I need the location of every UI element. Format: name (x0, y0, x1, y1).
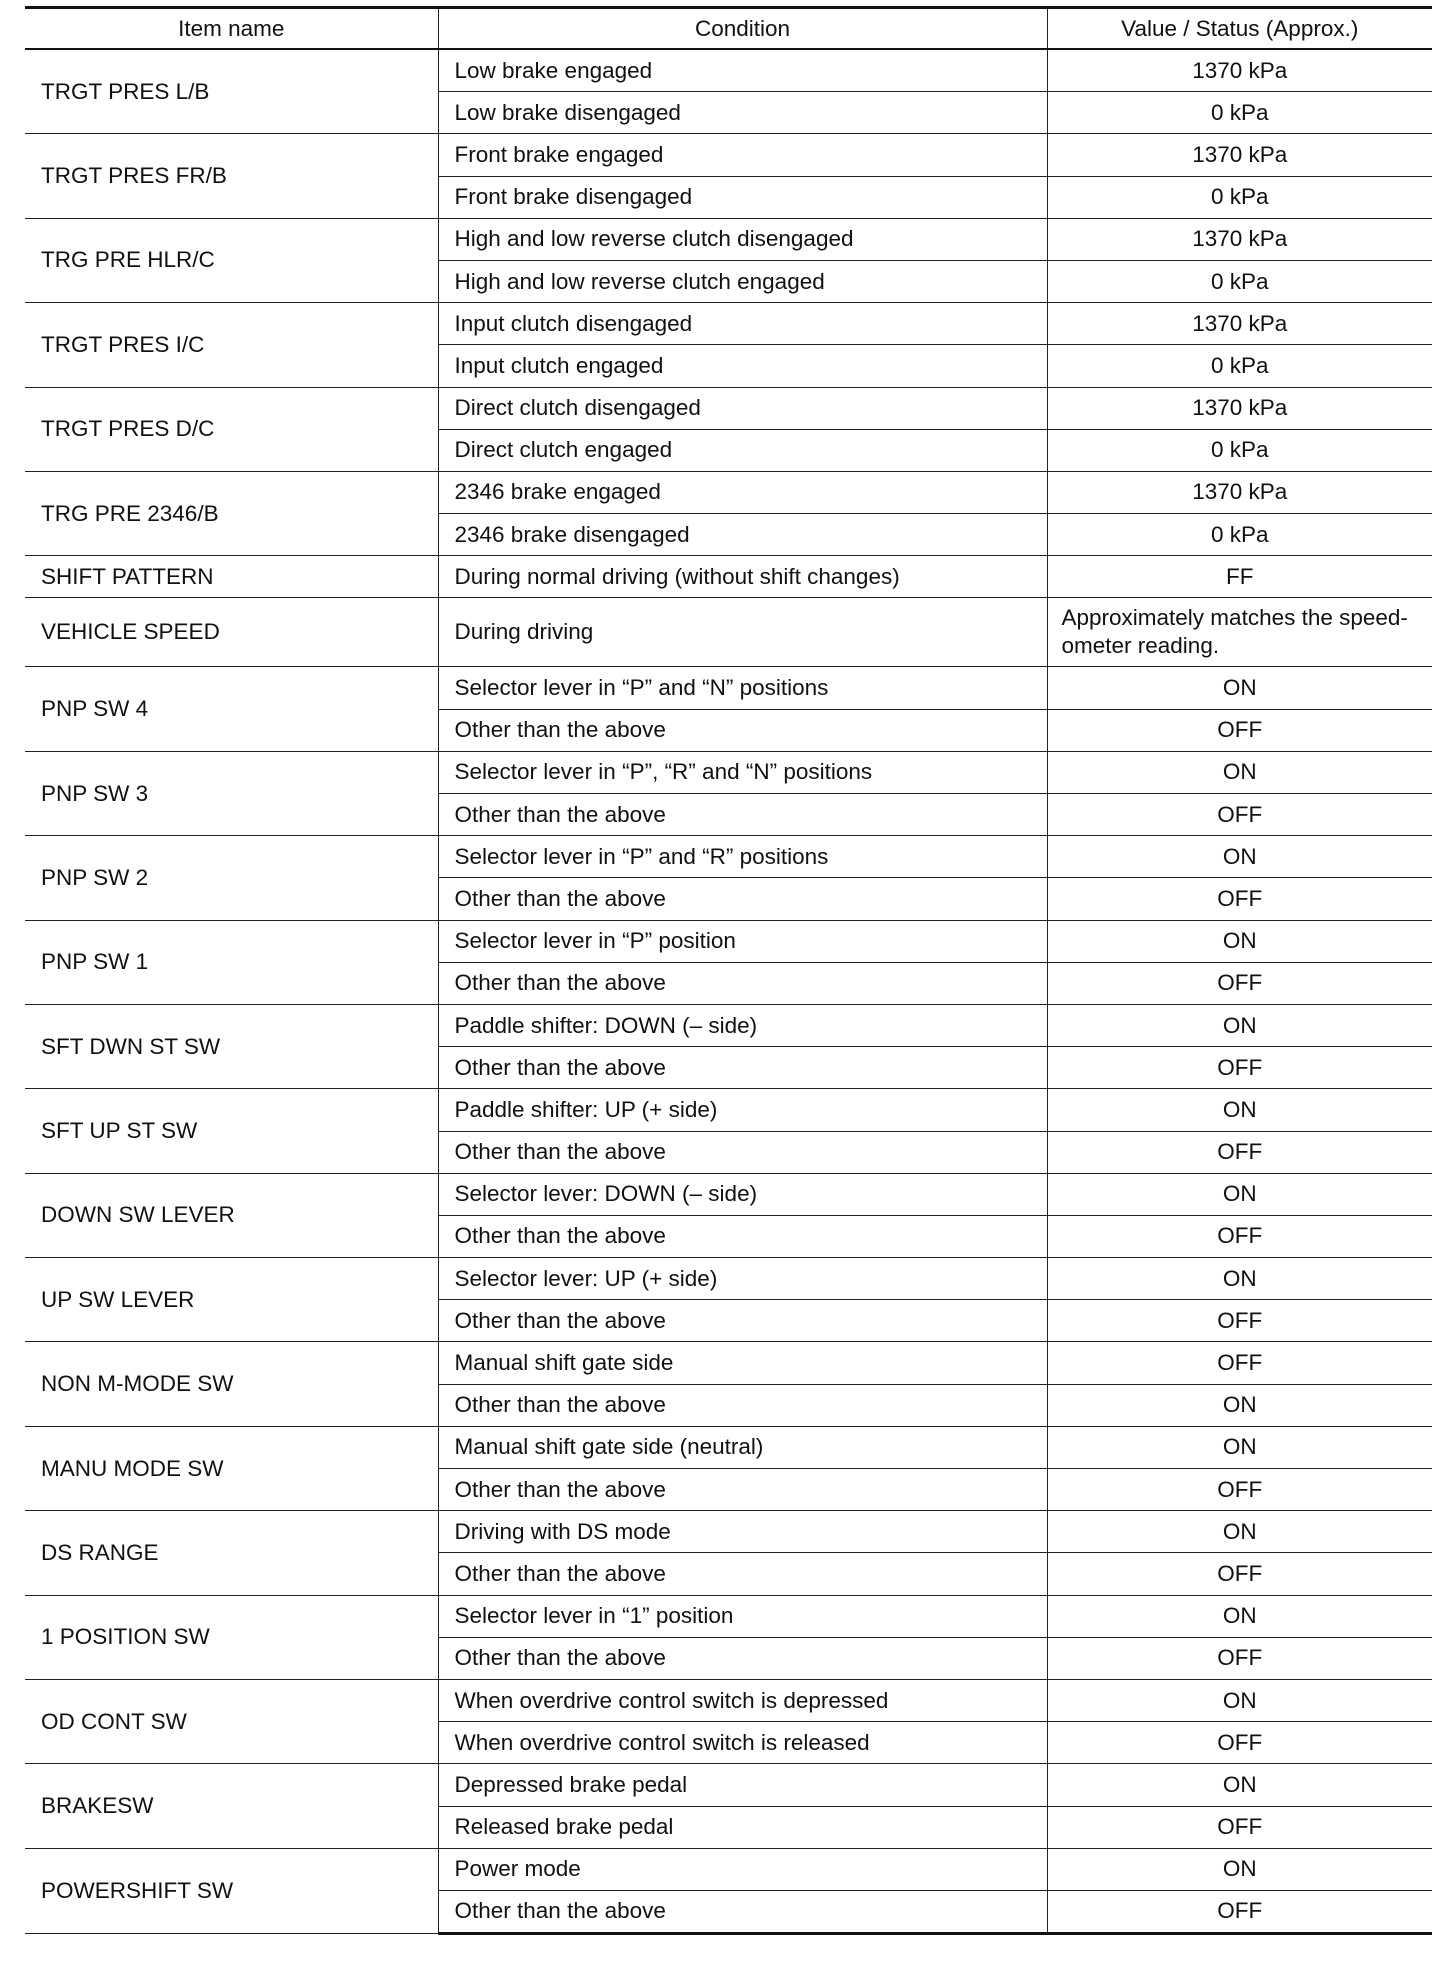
condition-cell: Other than the above (438, 1047, 1047, 1089)
condition-cell: Paddle shifter: DOWN (– side) (438, 1004, 1047, 1046)
table-row (25, 1511, 1432, 1553)
value-cell: OFF (1047, 1047, 1432, 1089)
value-cell: ON (1047, 1089, 1432, 1131)
condition-cell: Other than the above (438, 1553, 1047, 1595)
table-row (25, 218, 1432, 260)
condition-cell: 2346 brake disengaged (438, 514, 1047, 556)
table-row (25, 598, 1432, 667)
table-row (25, 556, 1432, 598)
item-name-cell: 1 POSITION SW (25, 1595, 438, 1679)
value-cell: OFF (1047, 1469, 1432, 1511)
item-name-cell: TRGT PRES I/C (25, 303, 438, 387)
condition-cell: Selector lever in “1” position (438, 1595, 1047, 1637)
value-cell: ON (1047, 1258, 1432, 1300)
value-cell: 1370 kPa (1047, 471, 1432, 513)
condition-cell: Other than the above (438, 1215, 1047, 1257)
value-cell: ON (1047, 667, 1432, 709)
value-cell: ON (1047, 1426, 1432, 1468)
value-cell: ON (1047, 1004, 1432, 1046)
condition-cell: Direct clutch engaged (438, 429, 1047, 471)
value-cell: ON (1047, 1173, 1432, 1215)
value-cell: OFF (1047, 1722, 1432, 1764)
condition-cell: Selector lever in “P” and “R” positions (438, 836, 1047, 878)
value-cell: ON (1047, 751, 1432, 793)
condition-cell: High and low reverse clutch disengaged (438, 218, 1047, 260)
condition-cell: Other than the above (438, 1637, 1047, 1679)
condition-cell: Other than the above (438, 1469, 1047, 1511)
table-row (25, 836, 1432, 878)
item-name-cell: PNP SW 1 (25, 920, 438, 1004)
value-cell: OFF (1047, 962, 1432, 1004)
item-name-cell: PNP SW 4 (25, 667, 438, 751)
value-cell: 1370 kPa (1047, 218, 1432, 260)
value-cell: ON (1047, 1384, 1432, 1426)
item-name-cell: SHIFT PATTERN (25, 556, 438, 598)
condition-cell: Other than the above (438, 1890, 1047, 1933)
condition-cell: Other than the above (438, 962, 1047, 1004)
item-name-cell: SFT DWN ST SW (25, 1004, 438, 1088)
value-cell: OFF (1047, 709, 1432, 751)
condition-cell: When overdrive control switch is depressed (438, 1679, 1047, 1721)
item-name-cell: OD CONT SW (25, 1679, 438, 1763)
table-row (25, 1679, 1432, 1721)
condition-cell: Input clutch engaged (438, 345, 1047, 387)
condition-cell: Selector lever in “P” position (438, 920, 1047, 962)
condition-cell: Selector lever: UP (+ side) (438, 1258, 1047, 1300)
item-name-cell: POWERSHIFT SW (25, 1848, 438, 1933)
item-name-cell: MANU MODE SW (25, 1426, 438, 1510)
condition-cell: Selector lever in “P” and “N” positions (438, 667, 1047, 709)
condition-cell: Manual shift gate side (438, 1342, 1047, 1384)
item-name-cell: TRGT PRES FR/B (25, 134, 438, 218)
table-row (25, 920, 1432, 962)
value-cell: 0 kPa (1047, 514, 1432, 556)
value-cell: ON (1047, 1679, 1432, 1721)
value-cell: ON (1047, 920, 1432, 962)
table-row (25, 667, 1432, 709)
condition-cell: Selector lever: DOWN (– side) (438, 1173, 1047, 1215)
value-cell: OFF (1047, 878, 1432, 920)
header-condition: Condition (438, 8, 1047, 50)
table-row (25, 1004, 1432, 1046)
condition-cell: Input clutch disengaged (438, 303, 1047, 345)
condition-cell: When overdrive control switch is released (438, 1722, 1047, 1764)
item-name-cell: BRAKESW (25, 1764, 438, 1848)
value-cell: ON (1047, 1595, 1432, 1637)
condition-cell: Other than the above (438, 709, 1047, 751)
item-name-cell: UP SW LEVER (25, 1258, 438, 1342)
condition-cell: Paddle shifter: UP (+ side) (438, 1089, 1047, 1131)
value-cell: 0 kPa (1047, 176, 1432, 218)
table-row (25, 1258, 1432, 1300)
condition-cell: During driving (438, 598, 1047, 667)
condition-cell: Front brake disengaged (438, 176, 1047, 218)
condition-cell: Other than the above (438, 1384, 1047, 1426)
value-cell: 1370 kPa (1047, 303, 1432, 345)
item-name-cell: TRG PRE HLR/C (25, 218, 438, 302)
table-row (25, 1848, 1432, 1890)
value-cell: ON (1047, 1764, 1432, 1806)
condition-cell: Depressed brake pedal (438, 1764, 1047, 1806)
value-cell: OFF (1047, 1300, 1432, 1342)
value-cell: OFF (1047, 1637, 1432, 1679)
condition-cell: Released brake pedal (438, 1806, 1047, 1848)
condition-cell: Other than the above (438, 878, 1047, 920)
value-cell: 1370 kPa (1047, 134, 1432, 176)
condition-cell: During normal driving (without shift changes) (438, 556, 1047, 598)
condition-cell: Other than the above (438, 1300, 1047, 1342)
value-cell: 0 kPa (1047, 260, 1432, 302)
table-row (25, 1595, 1432, 1637)
condition-cell: Selector lever in “P”, “R” and “N” positions (438, 751, 1047, 793)
condition-cell: High and low reverse clutch engaged (438, 260, 1047, 302)
value-cell: 1370 kPa (1047, 49, 1432, 92)
value-cell: OFF (1047, 1553, 1432, 1595)
value-cell: 0 kPa (1047, 92, 1432, 134)
value-cell: ON (1047, 1848, 1432, 1890)
condition-cell: Low brake engaged (438, 49, 1047, 92)
condition-cell: Other than the above (438, 1131, 1047, 1173)
table-row (25, 1426, 1432, 1468)
condition-cell: Driving with DS mode (438, 1511, 1047, 1553)
item-name-cell: TRGT PRES D/C (25, 387, 438, 471)
table-row (25, 471, 1432, 513)
table-row (25, 134, 1432, 176)
table-row (25, 49, 1432, 92)
item-name-cell: DOWN SW LEVER (25, 1173, 438, 1257)
value-cell: FF (1047, 556, 1432, 598)
header-value-status: Value / Status (Approx.) (1047, 8, 1432, 50)
condition-cell: Direct clutch disengaged (438, 387, 1047, 429)
value-cell: 1370 kPa (1047, 387, 1432, 429)
value-cell: OFF (1047, 1806, 1432, 1848)
item-name-cell: NON M-MODE SW (25, 1342, 438, 1426)
header-item-name: Item name (25, 8, 438, 50)
value-cell: OFF (1047, 1890, 1432, 1933)
value-cell: OFF (1047, 1131, 1432, 1173)
item-name-cell: TRG PRE 2346/B (25, 471, 438, 555)
value-cell: OFF (1047, 1342, 1432, 1384)
item-name-cell: PNP SW 2 (25, 836, 438, 920)
table-row (25, 1764, 1432, 1806)
table-row (25, 303, 1432, 345)
condition-cell: 2346 brake engaged (438, 471, 1047, 513)
value-cell: OFF (1047, 1215, 1432, 1257)
value-cell: ON (1047, 836, 1432, 878)
item-name-cell: VEHICLE SPEED (25, 598, 438, 667)
condition-cell: Other than the above (438, 794, 1047, 836)
value-cell: OFF (1047, 794, 1432, 836)
item-name-cell: PNP SW 3 (25, 751, 438, 835)
condition-cell: Front brake engaged (438, 134, 1047, 176)
item-name-cell: DS RANGE (25, 1511, 438, 1595)
item-name-cell: TRGT PRES L/B (25, 49, 438, 134)
condition-cell: Manual shift gate side (neutral) (438, 1426, 1047, 1468)
condition-cell: Low brake disengaged (438, 92, 1047, 134)
table-row (25, 1342, 1432, 1384)
data-monitor-table (25, 6, 1432, 1935)
header-row (25, 8, 1432, 50)
table-row (25, 751, 1432, 793)
value-cell: ON (1047, 1511, 1432, 1553)
condition-cell: Power mode (438, 1848, 1047, 1890)
value-cell: 0 kPa (1047, 345, 1432, 387)
item-name-cell: SFT UP ST SW (25, 1089, 438, 1173)
value-cell: Approximately matches the speed-ometer reading. (1047, 598, 1432, 667)
table-body (25, 49, 1432, 1934)
table-row (25, 387, 1432, 429)
value-cell: 0 kPa (1047, 429, 1432, 471)
table-row (25, 1089, 1432, 1131)
table-row (25, 1173, 1432, 1215)
